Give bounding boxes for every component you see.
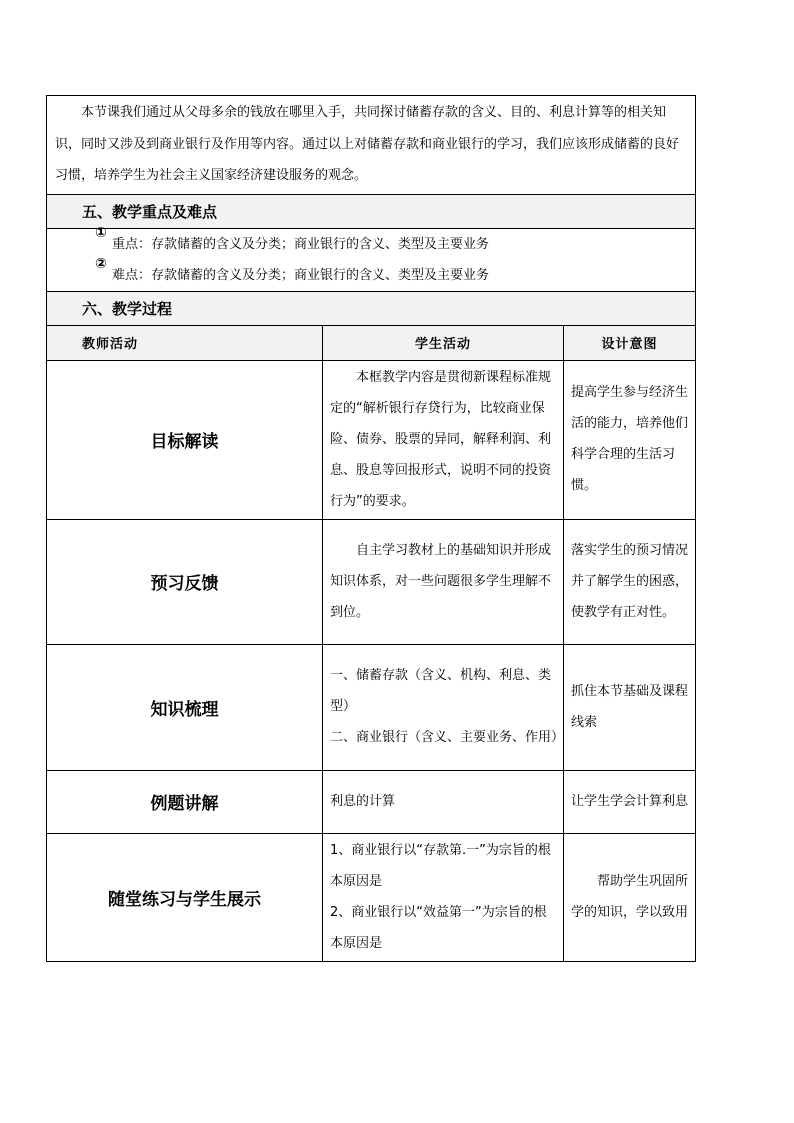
column-header-intent: 设计意图 [564,325,696,360]
section5-header-row [47,194,696,228]
student-activity-text: 2、商业银行以“效益第一”为宗旨的根本原因是 [330,904,547,951]
key-point [95,224,695,260]
section5-title: 五、教学重点及难点 [47,194,696,228]
intro-paragraph: 本节课我们通过从父母多余的钱放在哪里入手，共同探讨储蓄存款的含义、目的、利息计算等的相关知识，同时又涉及到商业银行及作用等内容。通过以上对储蓄存款和商业银行的学习，我们应该形成储蓄的良好习惯，培养学生为社会主义国家经济建设服务的观念。 [55,105,680,183]
key-points-cell [47,224,696,291]
section6-title: 六、教学过程 [47,291,696,325]
student-activity-text: 利息的计算 [330,793,396,809]
section6-header-row [47,291,696,325]
teacher-activity: 随堂练习与学生展示 [47,833,323,961]
table-row [47,770,696,833]
table-row [47,360,696,519]
table-row [47,519,696,644]
lesson-plan-page [46,95,695,962]
intro-table [46,95,696,326]
student-activity-text: 自主学习教材上的基础知识并形成知识体系，对一些问题很多学生理解不到位。 [330,542,552,620]
column-header-row [47,325,696,360]
student-activity-text: 二、商业银行（含义、主要业务、作用） [330,730,565,745]
design-intent: 落实学生的预习情况并了解学生的困惑，使教学有正对性。 [564,519,696,644]
intro-row [47,96,696,195]
student-activity [323,833,564,961]
teacher-activity: 预习反馈 [47,519,323,644]
column-header-teacher: 教师活动 [47,325,323,360]
key-points-row [47,228,696,291]
difficult-point [95,255,695,291]
circled-number-1: ① [95,224,107,241]
circled-number-2: ② [95,255,107,272]
student-activity [323,644,564,770]
student-activity [323,770,564,833]
table-row [47,644,696,770]
teacher-activity: 例题讲解 [47,770,323,833]
table-row [47,833,696,961]
design-intent: 让学生学会计算利息 [564,770,696,833]
design-intent: 抓住本节基础及课程线索 [564,644,696,770]
student-activity-text: 一、储蓄存款（含义、机构、利息、类型） [330,668,552,714]
difficult-point-text: 难点：存款储蓄的含义及分类；商业银行的含义、类型及主要业务 [112,267,490,283]
student-activity-text: 1、商业银行以“存款第.一”为宗旨的根本原因是 [330,842,551,889]
intro-cell [47,96,696,195]
design-intent: 帮助学生巩固所学的知识，学以致用 [564,833,696,961]
teacher-activity: 目标解读 [47,360,323,519]
student-activity [323,519,564,644]
student-activity-text: 本框教学内容是贯彻新课程标准规定的“解析银行存贷行为，比较商业保险、债券、股票的异同，解释利润、利息、股息等回报形式，说明不同的投资行为”的要求。 [330,369,552,509]
process-table [46,325,696,962]
teacher-activity: 知识梳理 [47,644,323,770]
column-header-student: 学生活动 [323,325,564,360]
student-activity [323,360,564,519]
key-point-text: 重点：存款储蓄的含义及分类；商业银行的含义、类型及主要业务 [112,236,490,252]
design-intent: 提高学生参与经济生活的能力，培养他们科学合理的生活习惯。 [564,360,696,519]
